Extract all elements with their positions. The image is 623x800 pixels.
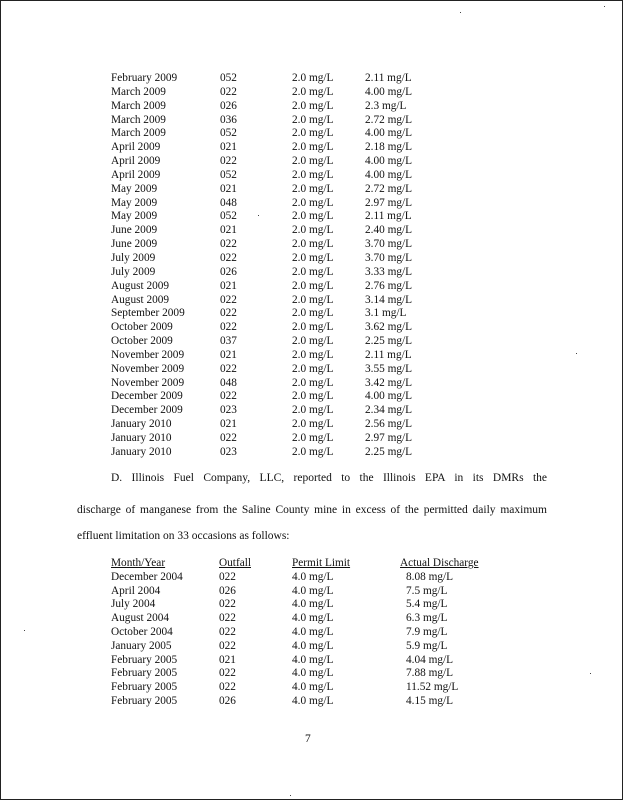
cell-permit-limit: 4.0 mg/L [292,570,334,583]
scan-speck [604,6,605,7]
cell-permit-limit: 2.0 mg/L [292,431,334,444]
cell-actual-discharge: 4.04 mg/L [406,653,454,666]
cell-permit-limit: 2.0 mg/L [292,445,334,458]
cell-actual-discharge: 3.70 mg/L [365,251,413,264]
table-row [111,197,445,211]
cell-outfall: 022 [220,293,237,306]
table-row [111,640,490,654]
table-row [111,321,445,335]
cell-permit-limit: 4.0 mg/L [292,625,334,638]
cell-month-year: March 2009 [111,99,166,112]
cell-outfall: 022 [219,570,236,583]
paragraph-line-1: D. Illinois Fuel Company, LLC, reported to the Illinois EPA in its DMRs the [111,472,547,484]
cell-actual-discharge: 2.18 mg/L [365,141,413,154]
table-row [111,266,445,280]
cell-month-year: December 2004 [111,570,183,583]
cell-outfall: 026 [219,694,236,707]
cell-outfall: 021 [220,141,237,154]
cell-outfall: 026 [220,265,237,278]
cell-outfall: 026 [219,584,236,597]
table-row [111,72,445,86]
cell-actual-discharge: 7.88 mg/L [406,667,454,680]
cell-outfall: 022 [220,321,237,334]
cell-outfall: 022 [219,625,236,638]
table-row [111,141,445,155]
cell-outfall: 021 [220,182,237,195]
table-row [111,667,490,681]
cell-outfall: 021 [220,418,237,431]
cell-permit-limit: 4.0 mg/L [292,653,334,666]
cell-outfall: 026 [220,99,237,112]
cell-month-year: February 2009 [111,72,178,84]
cell-permit-limit: 2.0 mg/L [292,293,334,306]
cell-actual-discharge: 3.42 mg/L [365,376,413,389]
table-row [111,280,445,294]
cell-actual-discharge: 3.1 mg/L [365,307,407,320]
cell-month-year: November 2009 [111,376,185,389]
table-header-row [111,557,490,571]
cell-actual-discharge: 11.52 mg/L [406,681,459,694]
cell-outfall: 022 [220,431,237,444]
cell-actual-discharge: 2.72 mg/L [365,182,413,195]
header-actual-discharge: Actual Discharge [400,557,479,569]
cell-outfall: 052 [220,168,237,181]
scan-speck [460,12,461,13]
cell-month-year: May 2009 [111,182,158,195]
cell-permit-limit: 2.0 mg/L [292,127,334,140]
cell-outfall: 048 [220,376,237,389]
cell-outfall: 023 [220,445,237,458]
cell-permit-limit: 2.0 mg/L [292,279,334,292]
cell-month-year: March 2009 [111,127,166,140]
cell-actual-discharge: 4.00 mg/L [365,390,413,403]
cell-month-year: June 2009 [111,224,158,237]
cell-outfall: 022 [220,155,237,168]
cell-outfall: 021 [220,279,237,292]
table-row [111,210,445,224]
cell-month-year: January 2010 [111,445,172,458]
cell-permit-limit: 2.0 mg/L [292,168,334,181]
table-row [111,598,490,612]
table-row [111,571,490,585]
exceedance-table-continued [111,72,445,460]
cell-month-year: July 2004 [111,598,156,611]
cell-month-year: February 2005 [111,681,178,694]
cell-actual-discharge: 2.97 mg/L [365,431,413,444]
cell-outfall: 022 [220,85,237,98]
table-row [111,390,445,404]
cell-actual-discharge: 5.4 mg/L [406,598,448,611]
cell-outfall: 023 [220,404,237,417]
scan-speck [576,353,577,354]
cell-outfall: 022 [219,681,236,694]
cell-month-year: February 2005 [111,694,178,707]
cell-permit-limit: 2.0 mg/L [292,196,334,209]
cell-actual-discharge: 4.15 mg/L [406,694,454,707]
cell-permit-limit: 2.0 mg/L [292,155,334,168]
cell-outfall: 022 [220,251,237,264]
cell-actual-discharge: 2.97 mg/L [365,196,413,209]
scan-speck [258,215,259,216]
cell-outfall: 052 [220,72,237,84]
manganese-exceedance-table [111,557,490,709]
cell-month-year: August 2004 [111,612,170,625]
cell-actual-discharge: 7.9 mg/L [406,625,448,638]
header-permit-limit: Permit Limit [292,557,351,569]
cell-permit-limit: 2.0 mg/L [292,238,334,251]
cell-month-year: November 2009 [111,362,185,375]
cell-outfall: 022 [219,612,236,625]
cell-permit-limit: 2.0 mg/L [292,362,334,375]
cell-actual-discharge: 4.00 mg/L [365,168,413,181]
cell-permit-limit: 2.0 mg/L [292,418,334,431]
cell-month-year: December 2009 [111,390,183,403]
cell-month-year: April 2009 [111,155,161,168]
paragraph-line-2: discharge of manganese from the Saline County mine in excess of the permitted daily maximum [77,504,547,516]
cell-permit-limit: 4.0 mg/L [292,584,334,597]
cell-permit-limit: 2.0 mg/L [292,376,334,389]
cell-month-year: October 2009 [111,335,173,348]
cell-month-year: October 2009 [111,321,173,334]
cell-actual-discharge: 2.76 mg/L [365,279,413,292]
cell-permit-limit: 2.0 mg/L [292,404,334,417]
cell-month-year: May 2009 [111,196,158,209]
cell-permit-limit: 2.0 mg/L [292,348,334,361]
cell-actual-discharge: 4.00 mg/L [365,155,413,168]
cell-permit-limit: 2.0 mg/L [292,307,334,320]
cell-month-year: June 2009 [111,238,158,251]
table-row [111,626,490,640]
cell-month-year: March 2009 [111,113,166,126]
table-row [111,100,445,114]
cell-permit-limit: 2.0 mg/L [292,85,334,98]
header-month-year: Month/Year [111,557,166,569]
cell-outfall: 048 [220,196,237,209]
cell-outfall: 036 [220,113,237,126]
cell-actual-discharge: 3.55 mg/L [365,362,413,375]
table-row [111,252,445,266]
cell-month-year: November 2009 [111,348,185,361]
cell-outfall: 022 [220,362,237,375]
table-row [111,183,445,197]
cell-month-year: April 2009 [111,141,161,154]
table-row [111,377,445,391]
table-row [111,418,445,432]
cell-actual-discharge: 3.62 mg/L [365,321,413,334]
cell-month-year: March 2009 [111,85,166,98]
table-row [111,654,490,668]
table-row [111,432,445,446]
table-row [111,349,445,363]
table-row [111,114,445,128]
cell-permit-limit: 4.0 mg/L [292,667,334,680]
table-row [111,681,490,695]
cell-permit-limit: 2.0 mg/L [292,335,334,348]
cell-actual-discharge: 2.72 mg/L [365,113,413,126]
table-row [111,224,445,238]
cell-actual-discharge: 2.11 mg/L [365,210,412,223]
cell-outfall: 022 [220,238,237,251]
cell-actual-discharge: 5.9 mg/L [406,639,448,652]
cell-permit-limit: 2.0 mg/L [292,182,334,195]
table-row [111,238,445,252]
scan-speck [590,673,591,674]
cell-permit-limit: 2.0 mg/L [292,321,334,334]
table-row [111,127,445,141]
cell-actual-discharge: 3.33 mg/L [365,265,413,278]
page-number: 7 [305,733,311,745]
table-row [111,363,445,377]
cell-permit-limit: 2.0 mg/L [292,141,334,154]
table-row [111,612,490,626]
table-row [111,446,445,460]
cell-actual-discharge: 2.40 mg/L [365,224,413,237]
cell-permit-limit: 4.0 mg/L [292,681,334,694]
cell-outfall: 022 [220,390,237,403]
cell-month-year: December 2009 [111,404,183,417]
cell-permit-limit: 2.0 mg/L [292,224,334,237]
cell-actual-discharge: 3.70 mg/L [365,238,413,251]
cell-month-year: September 2009 [111,307,185,320]
scan-speck [290,795,291,796]
cell-month-year: January 2010 [111,418,172,431]
table-body [111,571,490,709]
cell-month-year: October 2004 [111,625,173,638]
cell-outfall: 052 [220,210,237,223]
cell-month-year: July 2009 [111,251,156,264]
paragraph-line-3: effluent limitation on 33 occasions as follows: [77,530,290,542]
cell-outfall: 022 [220,307,237,320]
cell-actual-discharge: 4.00 mg/L [365,127,413,140]
cell-actual-discharge: 8.08 mg/L [406,570,454,583]
table-row [111,155,445,169]
scan-speck [24,630,25,631]
cell-month-year: August 2009 [111,293,170,306]
cell-actual-discharge: 2.34 mg/L [365,404,413,417]
cell-outfall: 022 [219,639,236,652]
header-outfall: Outfall [219,557,251,569]
table-row [111,335,445,349]
cell-permit-limit: 2.0 mg/L [292,99,334,112]
table-row [111,86,445,100]
cell-permit-limit: 4.0 mg/L [292,598,334,611]
cell-month-year: April 2004 [111,584,161,597]
cell-permit-limit: 2.0 mg/L [292,210,334,223]
cell-outfall: 052 [220,127,237,140]
table-row [111,585,490,599]
cell-month-year: April 2009 [111,168,161,181]
cell-outfall: 022 [219,667,236,680]
cell-month-year: February 2005 [111,653,178,666]
cell-month-year: July 2009 [111,265,156,278]
cell-outfall: 037 [220,335,237,348]
cell-outfall: 021 [220,224,237,237]
table-row [111,294,445,308]
table-row [111,307,445,321]
cell-permit-limit: 4.0 mg/L [292,612,334,625]
table-row [111,404,445,418]
cell-actual-discharge: 4.00 mg/L [365,85,413,98]
cell-month-year: January 2010 [111,431,172,444]
table-body [111,72,445,460]
cell-actual-discharge: 7.5 mg/L [406,584,448,597]
table-row [111,695,490,709]
cell-actual-discharge: 2.11 mg/L [365,72,412,84]
cell-month-year: August 2009 [111,279,170,292]
cell-actual-discharge: 2.56 mg/L [365,418,413,431]
cell-permit-limit: 4.0 mg/L [292,694,334,707]
cell-actual-discharge: 6.3 mg/L [406,612,448,625]
cell-month-year: February 2005 [111,667,178,680]
cell-month-year: January 2005 [111,639,172,652]
cell-permit-limit: 2.0 mg/L [292,265,334,278]
cell-actual-discharge: 2.25 mg/L [365,445,413,458]
cell-month-year: May 2009 [111,210,158,223]
cell-actual-discharge: 3.14 mg/L [365,293,413,306]
cell-outfall: 021 [219,653,236,666]
cell-permit-limit: 2.0 mg/L [292,72,334,84]
table-row [111,169,445,183]
cell-permit-limit: 2.0 mg/L [292,390,334,403]
cell-actual-discharge: 2.25 mg/L [365,335,413,348]
cell-outfall: 021 [220,348,237,361]
cell-permit-limit: 2.0 mg/L [292,113,334,126]
cell-outfall: 022 [219,598,236,611]
cell-permit-limit: 2.0 mg/L [292,251,334,264]
cell-actual-discharge: 2.11 mg/L [365,348,412,361]
cell-actual-discharge: 2.3 mg/L [365,99,407,112]
cell-permit-limit: 4.0 mg/L [292,639,334,652]
